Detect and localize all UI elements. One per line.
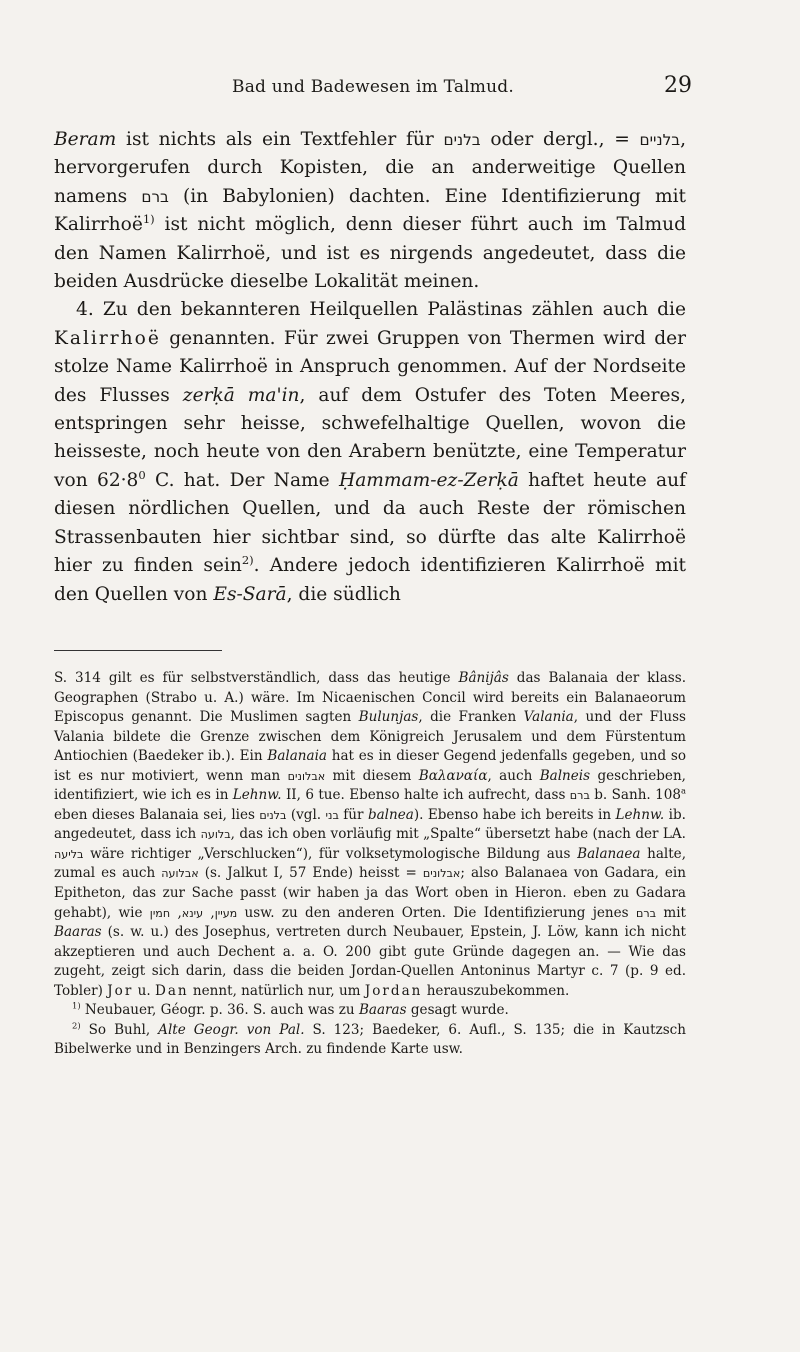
text-run: hat es in dieser Gegend jedenfalls gegeben, und so ist es nur motiviert, wenn man <box>54 748 686 784</box>
footnote-continued <box>54 669 686 1001</box>
text-run: , <box>203 904 215 921</box>
paragraph-beram <box>54 126 686 296</box>
text-run: ist nichts als ein Textfehler für <box>116 129 444 150</box>
text-run: eben dieses Balanaia sei, lies <box>54 806 260 823</box>
term-kalirrhoe-spaced: Kalirrhoë <box>54 327 161 349</box>
text-run: , die südlich <box>286 583 401 605</box>
hebrew-word: מעיין <box>214 906 238 920</box>
text-run: , und der Fluss Valania bildete die Grenze zwischen dem Königreich Jerusalem und dem Fürstentum Antiochien (Baedeker ib.). Ein <box>54 709 686 765</box>
page-header <box>54 75 692 105</box>
term-jor-spaced: Jor <box>107 982 134 999</box>
term-es-sara: Es-Sarā <box>213 583 287 605</box>
text-run: C. hat. Der Name <box>145 469 339 491</box>
text-run: (s. Jalkut I, 57 Ende) heisst = <box>198 865 423 882</box>
term-balnea: balnea <box>367 806 414 823</box>
term-balanaea: Balanaea <box>577 845 641 862</box>
footnote-marker-2: 2) <box>72 1020 81 1031</box>
text-run: (vgl. <box>286 806 326 823</box>
hebrew-word: ברם <box>635 906 657 920</box>
page-number: 29 <box>664 73 692 98</box>
main-text <box>54 126 686 609</box>
hebrew-word: אבלונים <box>287 769 326 783</box>
text-run: b. Sanh. 108 <box>589 787 681 804</box>
hebrew-word: בלניים <box>639 131 681 149</box>
term-jordan-spaced: Jordan <box>364 982 423 999</box>
ref-lehnw: Lehnw. <box>615 806 665 823</box>
term-baaras: Baaras <box>54 924 102 941</box>
ref-lehnw: Lehnw. <box>232 787 282 804</box>
text-run: 4. Zu den bekannteren Heilquellen Palästinas zählen auch die <box>76 299 686 321</box>
text-run: nennt, natürlich nur, um <box>188 982 365 999</box>
greek-word: Βαλαναία <box>418 767 488 784</box>
text-run: . Andere jedoch identifizieren Kalirrhoë mit den Quellen von <box>54 555 686 605</box>
footnote-2 <box>54 1021 686 1060</box>
text-run: ib. angedeutet, dass ich <box>54 806 686 843</box>
text-run: , <box>170 904 182 921</box>
text-run: gesagt wurde. <box>406 1002 509 1019</box>
term-hammam-ez-zerka: Ḥammam-ez-Zerḳā <box>338 469 519 491</box>
term-balanaia: Balanaia <box>267 748 328 765</box>
text-run: herauszubekommen. <box>422 982 570 999</box>
hebrew-word: ברם <box>569 789 590 803</box>
text-run: So Buhl, <box>80 1021 159 1038</box>
text-run: mit diesem <box>325 767 419 784</box>
text-run: geschrieben, identifiziert, wie ich es in <box>54 767 686 804</box>
text-run: oder dergl., = <box>480 129 640 150</box>
text-run: (in Babylonien) dachten. Eine Identifizierung mit Kalirrhoë <box>54 185 686 236</box>
text-run: ). Ebenso habe ich bereits in <box>413 806 616 823</box>
term-banijas: Bânijâs <box>458 670 509 686</box>
folio-mark: a <box>680 785 686 796</box>
text-run: ist nicht möglich, denn dieser führt auch im Talmud den Namen Kalirrhoë, und ist es nirgends angedeutet, dass die beiden Ausdrücke dieselbe Lokalität meinen. <box>54 214 686 293</box>
hebrew-word: בני <box>325 808 339 822</box>
degree-mark: 0 <box>138 467 146 482</box>
text-run: , hervorgerufen durch Kopisten, die an anderweitige Quellen namens <box>54 129 686 207</box>
running-title: Bad und Badewesen im Talmud. <box>232 77 514 97</box>
hebrew-word: אבלונים <box>422 867 461 881</box>
text-run: , die Franken <box>418 709 524 726</box>
hebrew-word: ברם <box>141 187 169 206</box>
text-run: u. <box>133 982 155 999</box>
footnotes <box>54 669 686 1060</box>
text-run: das Balanaia der klass. Geographen (Strabo u. A.) wäre. Im Nicaenischen Concil wird bereits ein Balanaeorum Episcopus genannt. Die Muslimen sagten <box>54 670 686 726</box>
term-zerka-main: zerḳā ma'in <box>182 384 300 406</box>
text-run: II, 6 tue. Ebenso halte ich aufrecht, dass <box>281 787 570 804</box>
hebrew-word: בלנים <box>443 131 481 149</box>
text-run: , auch <box>487 767 540 784</box>
term-valania: Valania <box>523 709 574 726</box>
text-run: für <box>338 806 368 823</box>
text-run: usw. zu den anderen Orten. Die Identifizierung jenes <box>237 904 636 921</box>
hebrew-word: עינא <box>181 906 204 920</box>
text-run: Neubauer, Géogr. p. 36. S. auch was zu <box>80 1002 359 1019</box>
text-run: , auf dem Ostufer des Toten Meeres, entspringen sehr heisse, schwefelhaltige Quellen, wovon die heisseste, noch heute von den Arabern benützte, eine Temperatur von 62·8 <box>54 384 686 491</box>
term-baaras: Baaras <box>358 1002 407 1019</box>
text-run: haftet heute auf diesen nördlichen Quellen, und da auch Reste der römischen Strassenbauten hier sichtbar sind, so dürfte das alte Kalirrhoë hier zu finden sein <box>54 469 686 577</box>
hebrew-word: אבלועה <box>161 867 199 881</box>
text-run: S. 314 gilt es für selbstverständlich, dass das heutige <box>54 670 459 686</box>
term-beram: Beram <box>54 129 117 150</box>
text-run: mit <box>656 904 686 921</box>
text-run: (s. w. u.) des Josephus, vertreten durch Neubauer, Epstein, J. Löw, kann ich nicht akzeptieren und auch Dechent a. a. O. 200 gibt gute Gründe dagegen an. — Wie das zugeht, zeigt sich darin, dass die beiden Jordan-Quellen Antoninus Martyr c. 7 (p. 9 ed. Tobler) <box>54 924 686 999</box>
term-bulunjas: Bulunjas <box>358 709 419 726</box>
footnote-divider <box>54 650 222 651</box>
footnote-ref-1[interactable]: 1) <box>142 212 155 227</box>
ref-alte-geogr: Alte Geogr. von Pal. <box>158 1021 305 1038</box>
paragraph-kalirrhoe <box>54 296 686 608</box>
footnote-marker-1: 1) <box>72 1000 81 1011</box>
text-run: wäre richtiger „Verschlucken“), für volksetymologische Bildung aus <box>83 845 578 862</box>
hebrew-word: בליעה <box>54 847 84 861</box>
text-run: halte, zumal es auch <box>54 845 687 882</box>
text-run: S. 123; Baedeker, 6. Aufl., S. 135; die in Kautzsch Bibelwerke und in Benzingers Arch. zu findende Karte usw. <box>54 1021 686 1058</box>
term-balneis: Balneis <box>539 767 591 784</box>
footnote-ref-2[interactable]: 2) <box>241 552 254 567</box>
footnote-1 <box>54 1001 686 1021</box>
text-run: , das ich oben vorläufig mit „Spalte“ übersetzt habe (nach der LA. <box>230 826 686 843</box>
hebrew-word: בלועה <box>200 828 231 842</box>
text-run: genannten. Für zwei Gruppen von Thermen wird der stolze Name Kalirrhoë in Anspruch genommen. Auf der Nordseite des Flusses <box>54 327 686 406</box>
text-run: ; also Balanaea von Gadara, ein Epitheton, das zur Sache passt (wir haben ja das Wort oben in Hieron. eben zu Gadara gehabt), wie <box>54 865 686 921</box>
term-dan-spaced: Dan <box>154 982 189 999</box>
hebrew-word: חמין <box>149 906 171 920</box>
hebrew-word: בלנים <box>259 808 287 822</box>
